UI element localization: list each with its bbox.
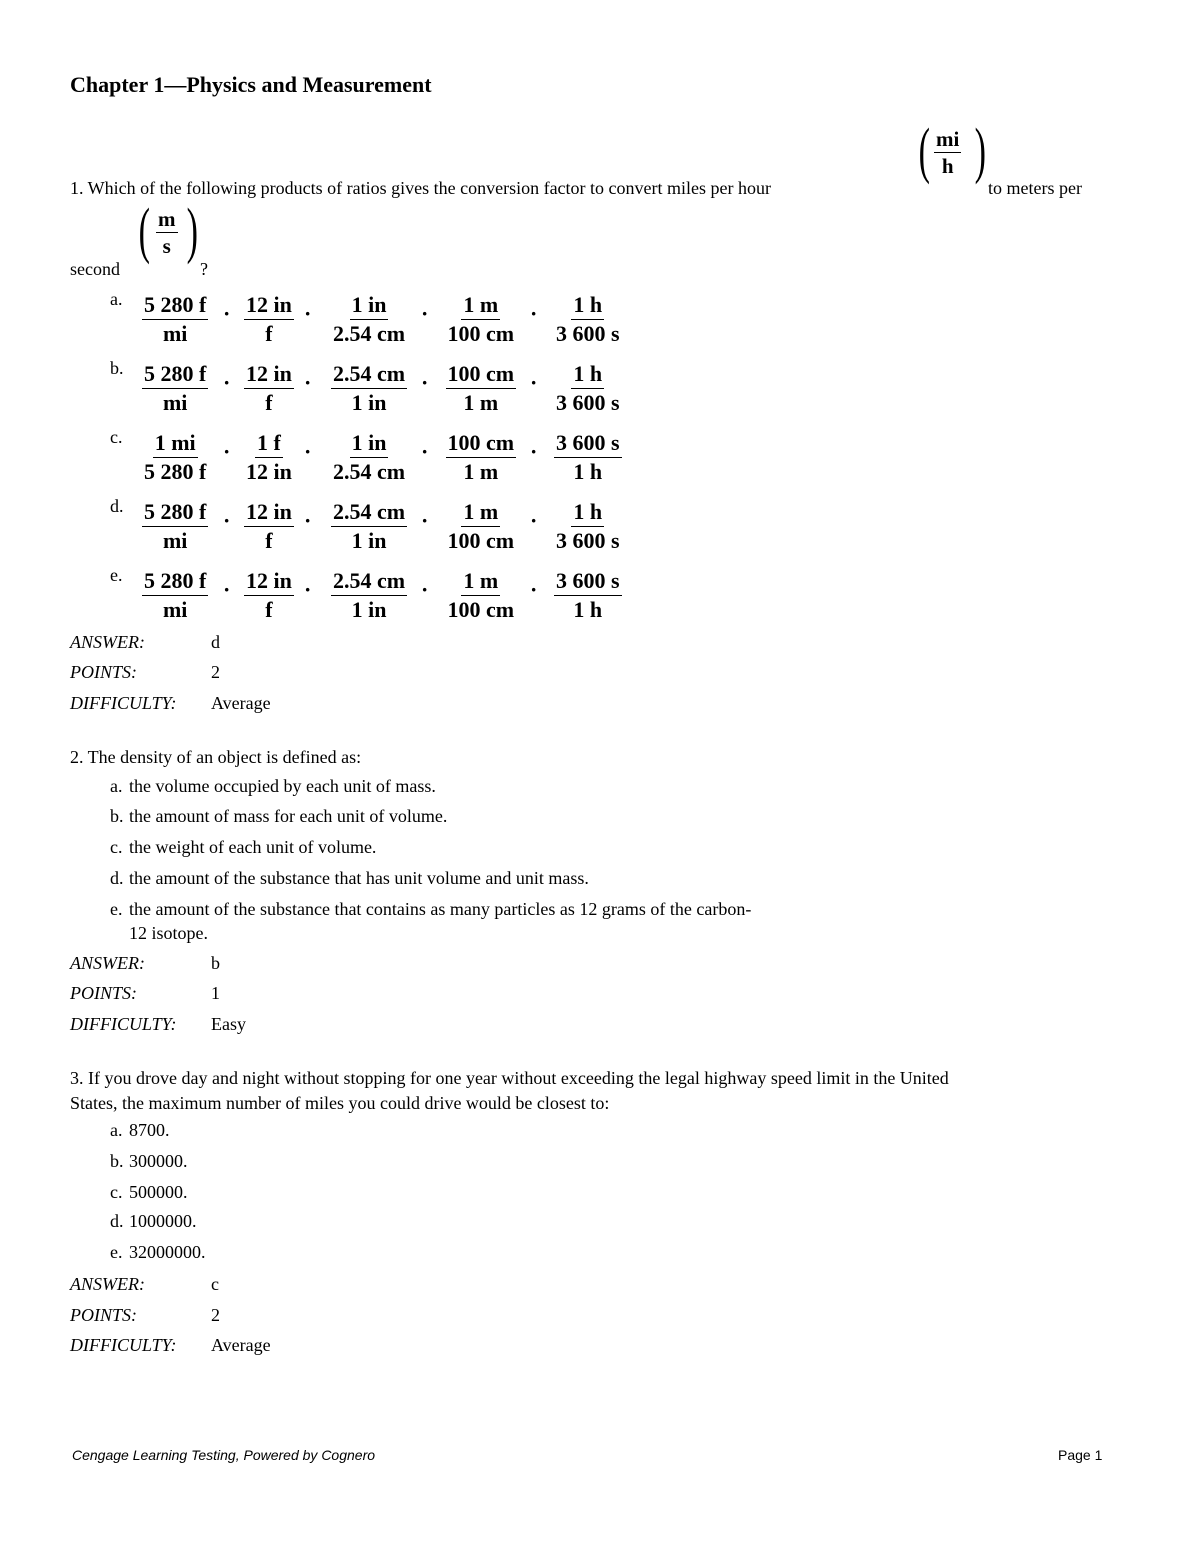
option-text: the amount of the substance that has unit volume and unit mass. (129, 868, 589, 888)
conversion-factor (244, 567, 294, 624)
q2-option-c (110, 836, 376, 858)
factor-denominator: mi (162, 597, 188, 622)
q1-option-c (110, 427, 650, 491)
factor-numerator: 1 m (461, 291, 500, 320)
factor-denominator: 2.54 cm (333, 321, 406, 346)
q1-unit-mps: ( $\frac{m}{s}$ ) (138, 197, 199, 265)
option-letter: e. (110, 565, 123, 585)
difficulty-label: DIFFICULTY: (70, 1014, 177, 1034)
option-text: the amount of mass for each unit of volume. (129, 806, 448, 826)
q1-text-after: ? (200, 259, 208, 279)
factor-denominator: 1 h (573, 459, 603, 484)
answer-label: ANSWER: (70, 953, 145, 973)
q1-unit-mph: ( $\frac{mi}{h}$ ) (918, 117, 987, 185)
multiplication-dot: · (421, 439, 429, 464)
answer-label: ANSWER: (70, 1274, 145, 1294)
multiplication-dot: · (223, 439, 231, 464)
conversion-factor (142, 291, 208, 348)
q2-option-e-continued: 12 isotope. (129, 923, 208, 943)
factor-denominator: 12 in (246, 459, 292, 484)
difficulty-label: DIFFICULTY: (70, 1335, 177, 1355)
factor-numerator: 2.54 cm (331, 567, 407, 596)
option-letter: d. (110, 868, 124, 888)
conversion-factor (448, 498, 515, 555)
factor-denominator: 3 600 s (556, 390, 620, 415)
q3-text-line2: States, the maximum number of miles you could drive would be closest to: (70, 1093, 610, 1113)
conversion-factor (244, 360, 294, 417)
answer-value: c (211, 1274, 219, 1294)
factor-numerator: 5 280 f (142, 360, 208, 389)
q2-option-d (110, 867, 589, 889)
factor-numerator: 1 h (571, 360, 604, 389)
footer-page-number: Page 1 (1058, 1447, 1103, 1463)
q3-option-d (110, 1210, 197, 1232)
factor-numerator: 1 f (255, 429, 283, 458)
q2-option-a (110, 775, 436, 797)
points-label: POINTS: (70, 1305, 137, 1325)
q1-option-d (110, 496, 650, 560)
q2-option-b (110, 805, 447, 827)
option-letter: e. (110, 1242, 123, 1262)
multiplication-dot: · (304, 439, 312, 464)
factor-numerator: 1 in (350, 429, 389, 458)
factor-denominator: mi (162, 321, 188, 346)
conversion-factor (556, 291, 620, 348)
multiplication-dot: · (304, 301, 312, 326)
factor-denominator: f (265, 528, 273, 553)
factor-numerator: 5 280 f (142, 498, 208, 527)
conversion-factor (331, 360, 407, 417)
multiplication-dot: · (530, 508, 538, 533)
factor-numerator: 12 in (244, 567, 294, 596)
option-text: the amount of the substance that contains as many particles as 12 grams of the carbon- (129, 899, 752, 919)
answer-value: b (211, 953, 220, 973)
factor-numerator: 2.54 cm (331, 360, 407, 389)
conversion-factor (331, 498, 407, 555)
multiplication-dot: · (421, 370, 429, 395)
q3-text-line1: 3. If you drove day and night without stopping for one year without exceeding the legal highway speed limit in the United (70, 1068, 949, 1088)
factor-denominator: mi (162, 390, 188, 415)
factor-numerator: 1 h (571, 291, 604, 320)
option-letter: a. (110, 289, 123, 309)
points-value: 2 (211, 662, 220, 682)
q1-option-b (110, 358, 650, 422)
conversion-factor (556, 360, 620, 417)
factor-denominator: 1 h (573, 597, 603, 622)
multiplication-dot: · (304, 370, 312, 395)
q3-option-c (110, 1181, 188, 1203)
conversion-factor (244, 291, 294, 348)
multiplication-dot: · (223, 508, 231, 533)
multiplication-dot: · (304, 508, 312, 533)
answer-value: d (211, 632, 220, 652)
factor-numerator: 5 280 f (142, 291, 208, 320)
factor-numerator: 1 m (461, 567, 500, 596)
multiplication-dot: · (421, 301, 429, 326)
factor-numerator: 12 in (244, 498, 294, 527)
factor-numerator: 1 mi (153, 429, 198, 458)
factor-numerator: 12 in (244, 291, 294, 320)
conversion-factor (244, 498, 294, 555)
difficulty-value: Easy (211, 1014, 246, 1034)
option-letter: c. (110, 837, 123, 857)
factor-denominator: f (265, 321, 273, 346)
points-value: 1 (211, 983, 220, 1003)
option-letter: d. (110, 1211, 124, 1231)
conversion-factor (144, 429, 206, 486)
factor-denominator: 1 in (351, 597, 387, 622)
conversion-factor (333, 429, 405, 486)
factor-denominator: 100 cm (447, 528, 515, 553)
q1-option-e (110, 565, 650, 629)
multiplication-dot: · (304, 577, 312, 602)
conversion-factor (448, 567, 515, 624)
q2-text: 2. The density of an object is defined as: (70, 747, 362, 767)
factor-denominator: 3 600 s (556, 528, 620, 553)
conversion-factor (556, 498, 620, 555)
factor-numerator: 3 600 s (554, 429, 622, 458)
factor-denominator: 2.54 cm (333, 459, 406, 484)
factor-denominator: 5 280 f (144, 459, 207, 484)
conversion-factor (554, 429, 622, 486)
multiplication-dot: · (421, 508, 429, 533)
factor-denominator: 1 m (463, 390, 499, 415)
factor-denominator: 1 m (463, 459, 499, 484)
q1-option-a (110, 289, 650, 353)
conversion-factor (142, 360, 208, 417)
factor-numerator: 2.54 cm (331, 498, 407, 527)
factor-numerator: 3 600 s (554, 567, 622, 596)
option-letter: e. (110, 899, 123, 919)
factor-numerator: 100 cm (446, 429, 517, 458)
conversion-factor (446, 360, 517, 417)
q1-unit1-num: mi (936, 127, 960, 151)
points-label: POINTS: (70, 983, 137, 1003)
option-text: 1000000. (129, 1211, 197, 1231)
q1-text-second: second (70, 259, 120, 279)
factor-numerator: 1 h (571, 498, 604, 527)
option-letter: c. (110, 1182, 123, 1202)
q1-text-middle: to meters per (988, 178, 1082, 198)
conversion-factor (446, 429, 517, 486)
factor-denominator: f (265, 597, 273, 622)
option-letter: a. (110, 776, 123, 796)
multiplication-dot: · (223, 370, 231, 395)
q1-unit1-den: h (941, 154, 954, 178)
multiplication-dot: · (530, 439, 538, 464)
factor-denominator: 100 cm (447, 321, 515, 346)
conversion-factor (142, 498, 208, 555)
option-text: 8700. (129, 1120, 170, 1140)
multiplication-dot: · (223, 301, 231, 326)
factor-denominator: mi (162, 528, 188, 553)
footer-publisher: Cengage Learning Testing, Powered by Cognero (72, 1447, 376, 1463)
points-label: POINTS: (70, 662, 137, 682)
multiplication-dot: · (530, 577, 538, 602)
q1-text: 1. Which of the following products of ratios gives the conversion factor to convert miles per hour (70, 178, 771, 198)
factor-numerator: 12 in (244, 360, 294, 389)
factor-numerator: 5 280 f (142, 567, 208, 596)
option-letter: b. (110, 1151, 124, 1171)
factor-denominator: 1 in (351, 528, 387, 553)
multiplication-dot: · (223, 577, 231, 602)
q3-option-b (110, 1150, 188, 1172)
conversion-factor (554, 567, 622, 624)
multiplication-dot: · (530, 370, 538, 395)
conversion-factor (333, 291, 405, 348)
conversion-factor (142, 567, 208, 624)
q2-option-e (110, 898, 751, 920)
chapter-title: Chapter 1—Physics and Measurement (70, 72, 432, 97)
factor-denominator: f (265, 390, 273, 415)
factor-numerator: 100 cm (446, 360, 517, 389)
option-letter: d. (110, 496, 124, 516)
factor-denominator: 100 cm (447, 597, 515, 622)
option-text: 300000. (129, 1151, 188, 1171)
option-text: 500000. (129, 1182, 188, 1202)
factor-denominator: 1 in (351, 390, 387, 415)
option-letter: b. (110, 806, 124, 826)
points-value: 2 (211, 1305, 220, 1325)
option-text: the weight of each unit of volume. (129, 837, 377, 857)
answer-label: ANSWER: (70, 632, 145, 652)
option-letter: b. (110, 358, 124, 378)
q1-unit2-num: m (158, 207, 176, 231)
option-text: the volume occupied by each unit of mass. (129, 776, 436, 796)
multiplication-dot: · (421, 577, 429, 602)
difficulty-label: DIFFICULTY: (70, 693, 177, 713)
conversion-factor (246, 429, 292, 486)
option-letter: a. (110, 1120, 123, 1140)
difficulty-value: Average (211, 1335, 271, 1355)
factor-numerator: 1 in (350, 291, 389, 320)
conversion-factor (448, 291, 515, 348)
conversion-factor (331, 567, 407, 624)
option-letter: c. (110, 427, 123, 447)
q1-unit2-den: s (162, 234, 171, 258)
multiplication-dot: · (530, 301, 538, 326)
factor-denominator: 3 600 s (556, 321, 620, 346)
factor-numerator: 1 m (461, 498, 500, 527)
option-text: 32000000. (129, 1242, 206, 1262)
difficulty-value: Average (211, 693, 271, 713)
q3-option-a (110, 1119, 170, 1141)
q3-option-e (110, 1241, 206, 1263)
